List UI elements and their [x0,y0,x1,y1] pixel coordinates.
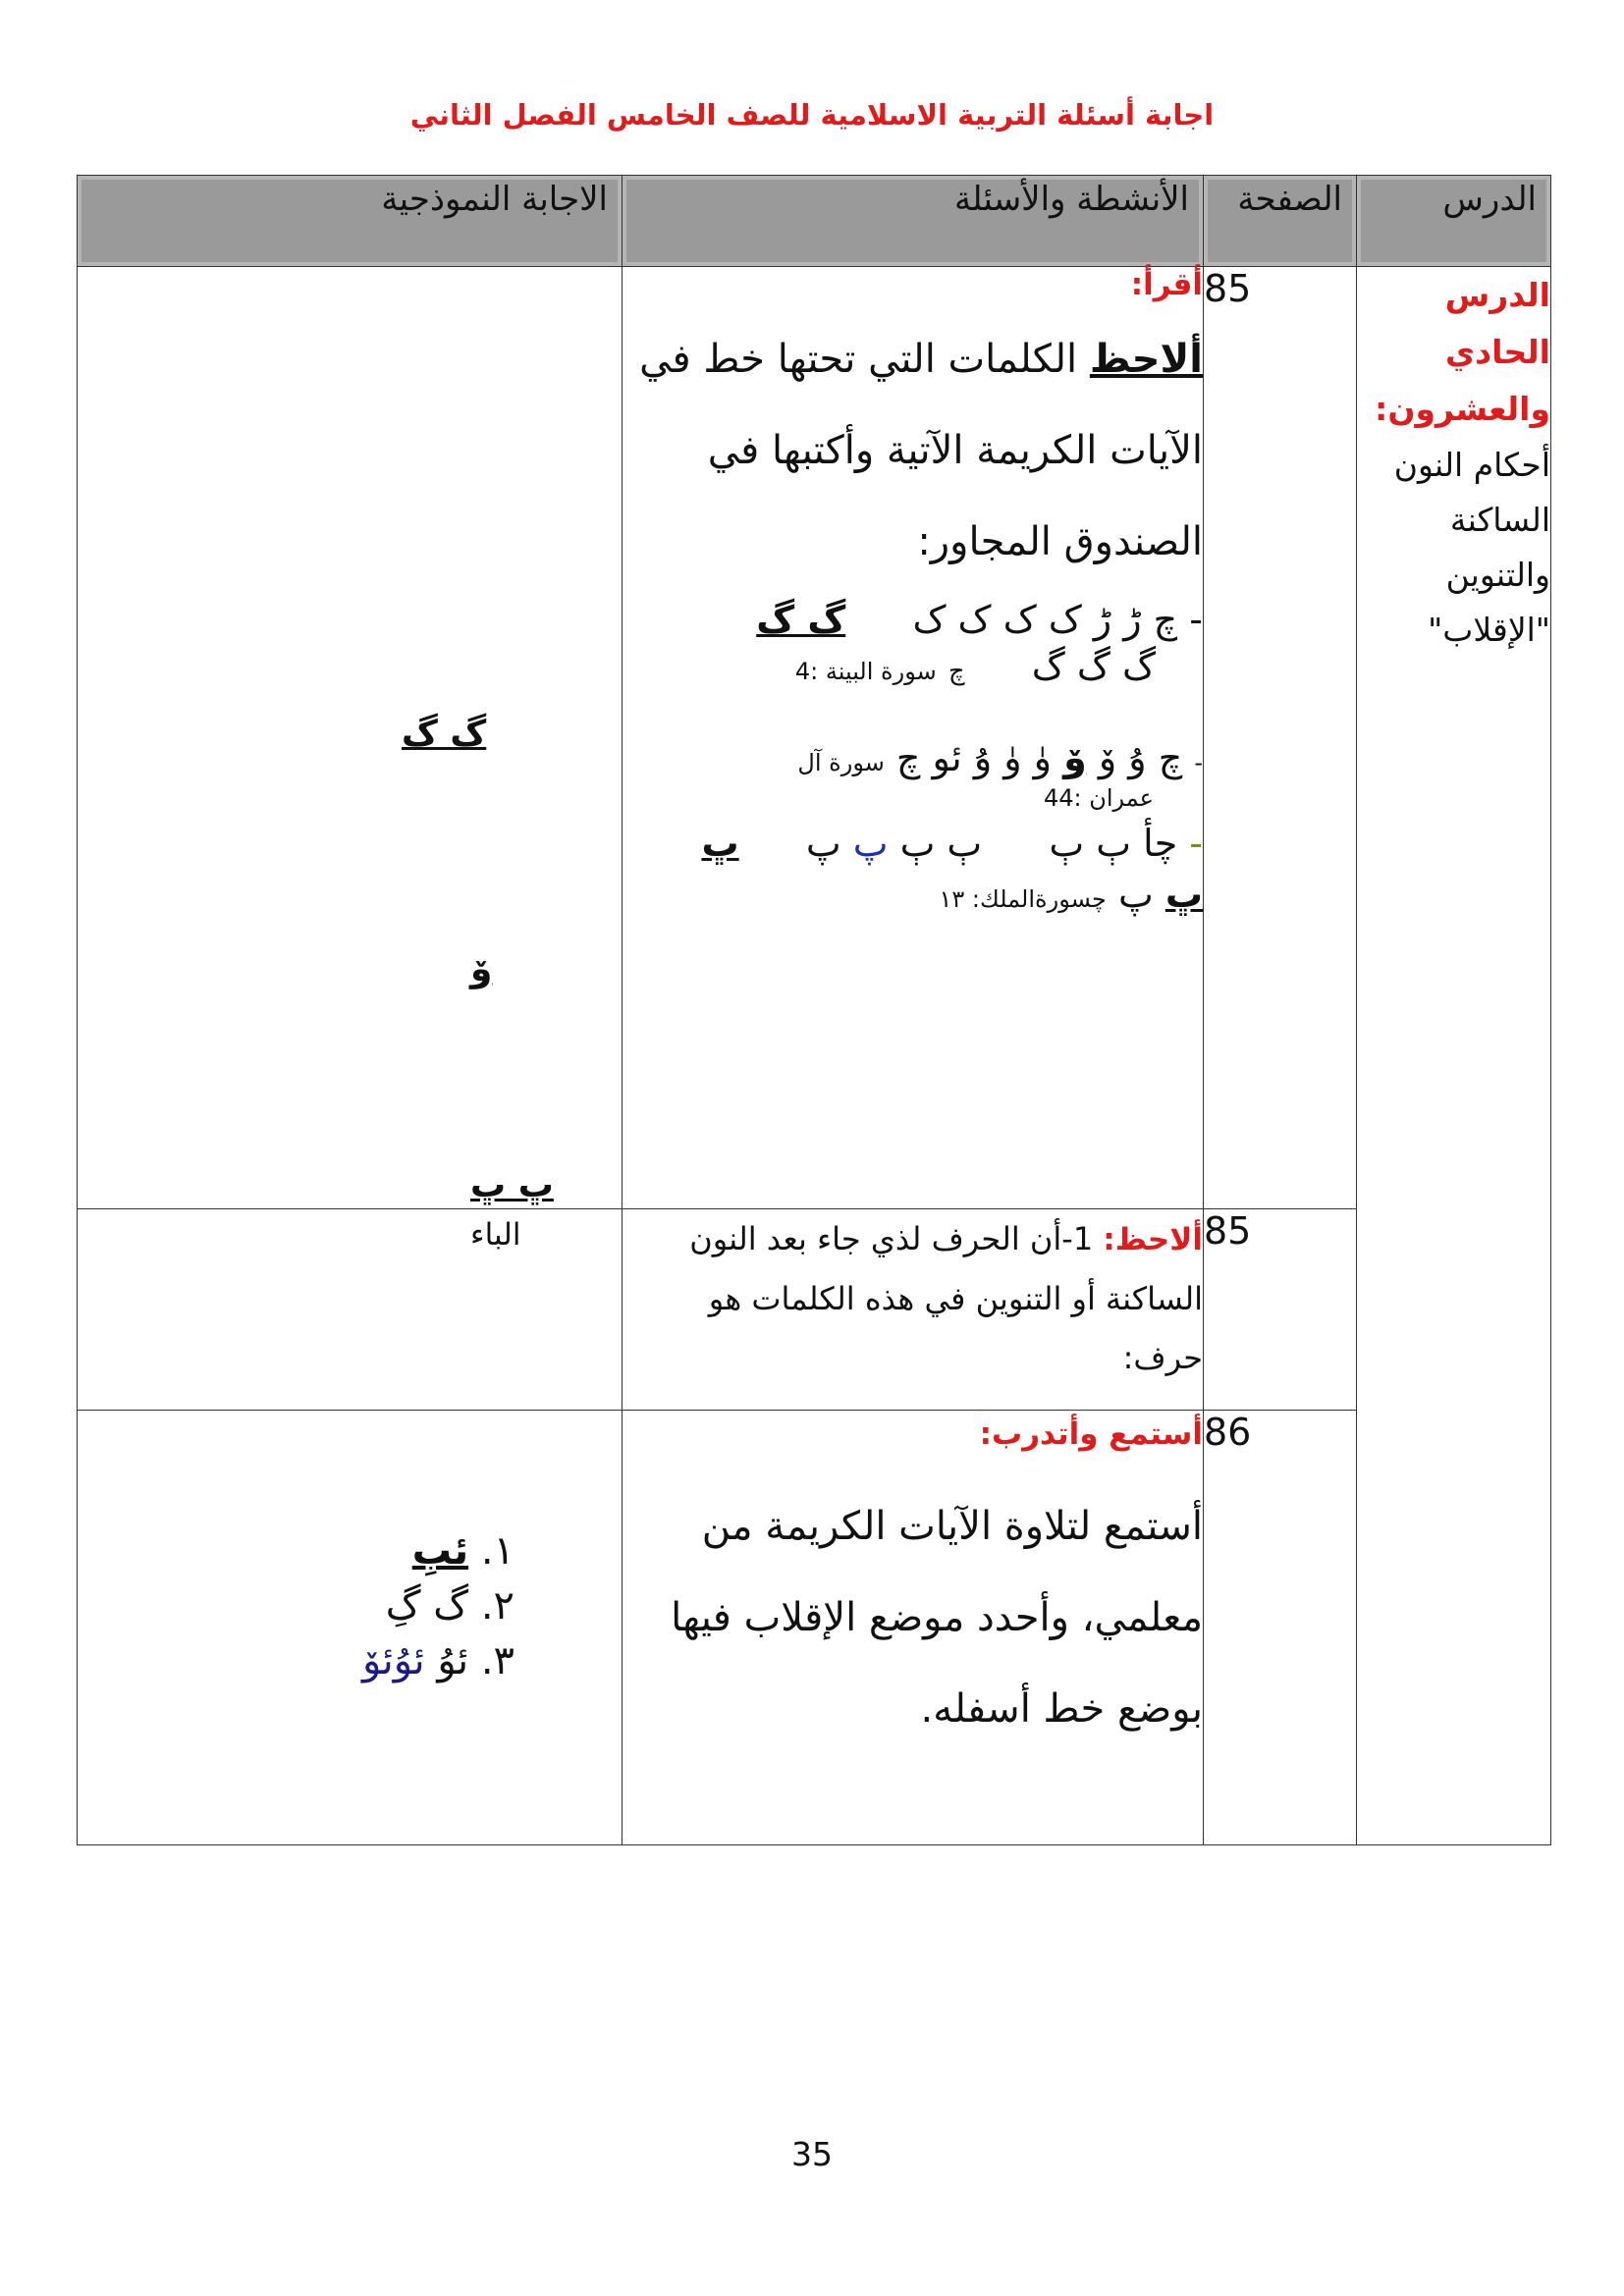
verse-underlined-word: ۆ [1063,736,1087,779]
list-item [362,1523,514,1578]
activity-heading: أقرأ: [1130,267,1203,302]
verse-text: چأ ٻ ٻ [1049,822,1178,865]
list-number: ٢. [480,1583,515,1629]
activity-text-line: الساكنة أو التنوين في هذه الكلمات هو [708,1280,1203,1317]
answer-text: ئبِ [411,1528,469,1574]
lesson-table [77,175,1551,1845]
verse-text: پ [1117,873,1154,916]
instruction-text: الصندوق المجاور: [917,519,1203,564]
list-item [362,1633,514,1688]
lesson-name-line: الحادي [1444,333,1550,371]
activity-cell [623,1209,1204,1411]
verse-2 [623,736,1203,812]
lesson-topic-line: "الإقلاب" [1428,611,1550,649]
verse-1 [623,598,1203,693]
document-title: اجابة أسئلة التربية الاسلامية للصف الخامس الفصل الثاني [409,98,1215,132]
answer-colored-text: ئوُئوٚ [362,1638,425,1683]
header-page: الصفحة [1204,176,1357,267]
verse-mark: چ [947,657,965,686]
lesson-topic-line: والتنوين [1445,556,1550,594]
instruction-keyword: ألاحظ [1089,337,1203,382]
table-row [78,1411,1551,1845]
verse-text: ۈ ۈ ۇ ئو چ [895,736,1053,779]
verse-underlined-word: گ گ [756,598,846,641]
answer-text: الباء [470,1217,521,1253]
activity-text-line: 1-أن الحرف لذي جاء بعد النون [689,1220,1104,1257]
header-activities: الأنشطة والأسئلة [623,176,1204,267]
table-row [78,1209,1551,1411]
list-number: ١. [480,1528,515,1574]
lesson-cell [1357,267,1551,1845]
answer-cell [78,267,623,1209]
instruction-text: الكلمات التي تحتها خط في [639,337,1090,382]
verse-reference: سورة آل [797,749,885,776]
verse-text: پ [805,822,841,865]
activity-instruction [623,1481,1203,1755]
page-number-cell: 86 [1204,1411,1357,1845]
list-number: ٣. [480,1638,515,1683]
page-number: 35 [791,2135,833,2173]
instruction-text: الآيات الكريمة الآتية وأكتبها في [707,428,1203,473]
verse-text: چ ۇ ۆ [1098,736,1183,779]
lesson-topic-line: الساكنة [1449,501,1550,539]
answer-cell [78,1209,623,1411]
verse-reference: چسورةالملك: ١٣ [939,885,1107,913]
list-item [362,1578,514,1633]
answer-text: گ گِ [385,1583,469,1629]
activity-text [623,1209,1203,1269]
page-number-cell: 85 [1204,1209,1357,1411]
answer-list [362,1523,514,1688]
verse-reference: عمران :44 [1044,784,1154,812]
verse-dash: - [1189,598,1203,641]
answer-text: گ گ [402,714,487,754]
verse-reference: سورة البينة :4 [794,658,937,685]
lesson-name-line: والعشرون: [1375,390,1550,428]
lesson-name: الدرس [1444,276,1550,314]
answer-text: ئوُ [437,1638,469,1683]
activity-heading: أستمع وأتدرب: [979,1416,1203,1452]
activity-cell [623,1411,1204,1845]
verse-text: چ ڑ ڑ ک ک ک ک [912,598,1178,641]
verse-text: ٻ ٻ [899,822,983,865]
answer-cell [78,1411,623,1845]
activity-instruction [623,314,1203,588]
header-answer: الاجابة النموذجية [78,176,623,267]
verse-dash: - [1189,822,1203,865]
header-lesson: الدرس [1357,176,1551,267]
verse-colored-letter: پ [852,822,889,865]
verse-3 [623,822,1203,921]
activity-cell [623,267,1204,1209]
activity-text-line: بوضع خط أسفله. [920,1686,1203,1732]
table-header-row [78,176,1551,267]
activity-heading: ألاحظ: [1103,1222,1203,1257]
verse-text: گ گ گ [1031,645,1156,688]
activity-text-line: أستمع لتلاوة الآيات الكريمة من [701,1504,1203,1549]
verse-underlined-word: ڀ [1164,873,1203,916]
lesson-topic-line: أحكام النون [1393,446,1550,484]
answer-text: ۆ [470,949,493,989]
verse-dash: - [1194,749,1203,776]
answer-text: ڀ ڀ [470,1165,554,1205]
page-number-cell: 85 [1204,267,1357,1209]
verse-underlined-word: ڀ [701,822,739,865]
activity-text-line: حرف: [1122,1339,1203,1376]
table-row [78,267,1551,1209]
activity-text-line: معلمي، وأحدد موضع الإقلاب فيها [671,1595,1203,1640]
